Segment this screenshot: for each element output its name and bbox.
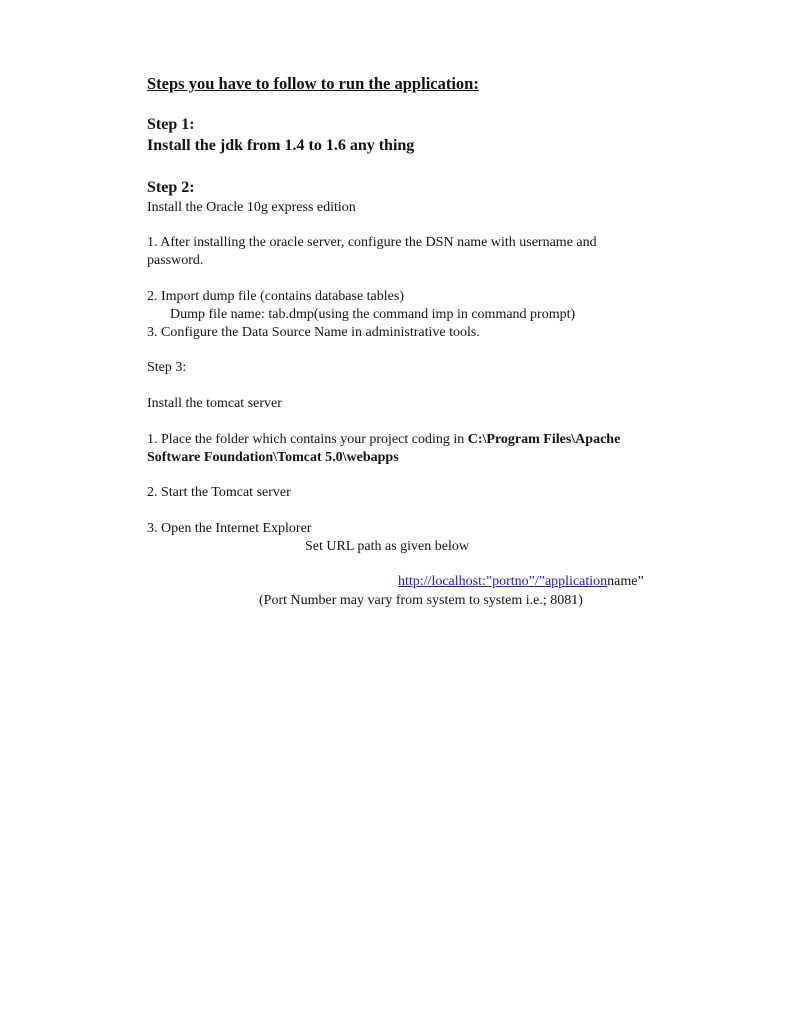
- step2-label: Step 2:: [147, 179, 195, 196]
- step2-item1-line2: password.: [147, 253, 204, 268]
- step3-intro: Install the tomcat server: [147, 396, 282, 411]
- step3-item1-line1: [147, 431, 620, 449]
- step1-text: Install the jdk from 1.4 to 1.6 any thing: [147, 137, 415, 154]
- url-line: [398, 573, 644, 591]
- step1-label: Step 1:: [147, 116, 195, 133]
- step3-item1-prefix: 1. Place the folder which contains your project coding in: [147, 432, 468, 447]
- step3-item2: 2. Start the Tomcat server: [147, 485, 291, 500]
- page-title: Steps you have to follow to run the application:: [147, 74, 479, 93]
- step2-item2-line1: 2. Import dump file (contains database tables): [147, 289, 404, 304]
- port-note: (Port Number may vary from system to system i.e.; 8081): [259, 593, 583, 608]
- url-intro: Set URL path as given below: [305, 539, 469, 554]
- install-path-part2: Software Foundation\Tomcat 5.0\webapps: [147, 450, 399, 465]
- step3-label: Step 3:: [147, 360, 187, 375]
- url-suffix: name”: [607, 574, 644, 589]
- step2-item3: 3. Configure the Data Source Name in administrative tools.: [147, 325, 480, 340]
- step2-item1-line1: 1. After installing the oracle server, configure the DSN name with username and: [147, 235, 597, 250]
- step3-item3: 3. Open the Internet Explorer: [147, 521, 312, 536]
- install-path-part1: C:\Program Files\Apache: [467, 432, 621, 447]
- localhost-url-link[interactable]: http://localhost:”portno”/”application: [398, 574, 608, 589]
- step2-item2-line2: Dump file name: tab.dmp(using the command imp in command prompt): [170, 307, 576, 322]
- step2-intro: Install the Oracle 10g express edition: [147, 200, 356, 215]
